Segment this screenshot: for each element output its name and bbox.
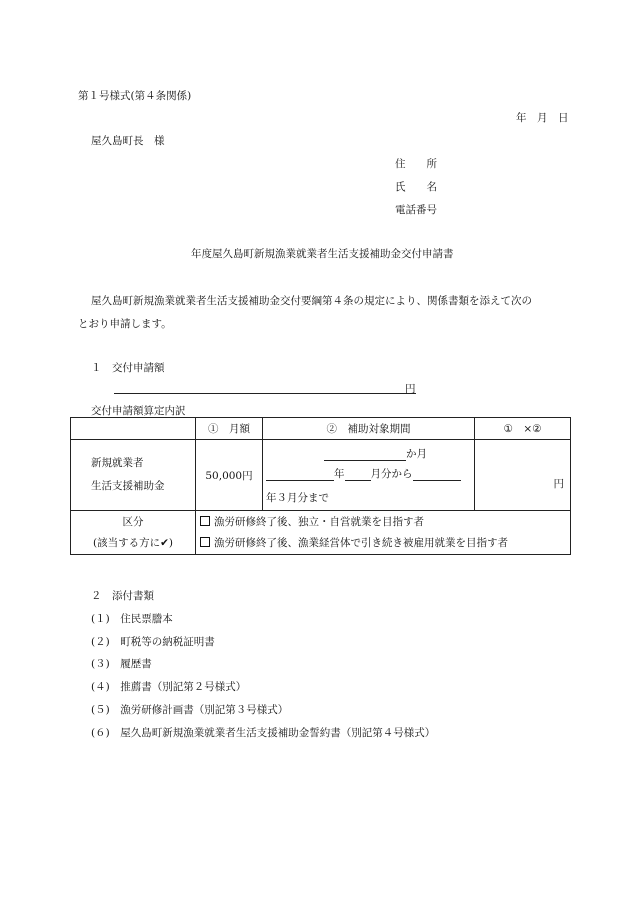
attachment-item: (５) 漁労研修計画書（別記第３号様式） [91, 704, 289, 716]
subsidy-row-label [71, 440, 196, 511]
attachment-item: (６) 屋久島町新規漁業就業者生活支援補助金誓約書（別記第４号様式） [91, 727, 436, 739]
requested-amount-yen: 円 [405, 383, 416, 395]
total-yen-unit: 円 [553, 478, 564, 490]
category-hint: (該当する方に✔) [93, 536, 173, 549]
col-period-header: ② 補助対象期間 [263, 418, 475, 440]
option-employed[interactable] [200, 533, 570, 554]
category-label-cell [71, 511, 196, 555]
attachment-item: (３) 履歴書 [91, 658, 152, 670]
option-employed-label: 漁労研修終了後、漁業経営体で引き続き被雇用就業を目指す者 [214, 536, 508, 549]
checkbox-icon[interactable] [200, 516, 210, 526]
addressee: 屋久島町長 様 [91, 135, 165, 147]
period-start-year-field[interactable] [266, 470, 334, 481]
attachment-item: (１) 住民票謄本 [91, 613, 173, 625]
form-number: 第１号様式(第４条関係) [78, 90, 192, 102]
monthly-amount: 50,000円 [196, 440, 263, 511]
address-label: 住 所 [395, 158, 437, 170]
period-start-month-field[interactable] [345, 470, 371, 481]
total-cell [475, 440, 571, 511]
body-line-1: 屋久島町新規漁業就業者生活支援補助金交付要綱第４条の規定により、関係書類を添えて次の [91, 295, 532, 307]
row-label-line-2: 生活支援補助金 [91, 480, 165, 492]
months-unit: か月 [406, 448, 427, 460]
col-monthly-header: ① 月額 [196, 418, 263, 440]
period-end-label: 年３月分まで [266, 492, 329, 504]
calculation-table [70, 417, 571, 555]
period-year-label: 年 [334, 468, 345, 480]
section-2-heading: ２ 添付書類 [91, 590, 154, 602]
col-total-header: ① ×② [475, 418, 571, 440]
months-count-field[interactable] [324, 450, 406, 461]
attachment-item: (２) 町税等の納税証明書 [91, 636, 215, 648]
requested-amount-line [114, 393, 416, 394]
calc-caption: 交付申請額算定内訳 [91, 405, 186, 417]
category-options [196, 511, 571, 555]
checkbox-icon[interactable] [200, 537, 210, 547]
phone-label: 電話番号 [395, 204, 437, 216]
table-corner [71, 418, 196, 440]
body-line-2: とおり申請します。 [78, 318, 172, 330]
row-label-line-1: 新規就業者 [91, 457, 144, 469]
period-from-label: 月分から [370, 468, 413, 480]
period-cell [263, 440, 475, 511]
name-label: 氏 名 [395, 181, 437, 193]
attachment-item: (４) 推薦書（別記第２号様式） [91, 681, 247, 693]
section-1-heading: １ 交付申請額 [91, 362, 165, 374]
date-line: 年 月 日 [516, 112, 569, 124]
option-independent-label: 漁労研修終了後、独立・自営就業を目指す者 [214, 515, 424, 528]
document-title: 年度屋久島町新規漁業就業者生活支援補助金交付申請書 [191, 248, 454, 260]
option-independent[interactable] [200, 512, 570, 533]
period-end-year-field[interactable] [413, 470, 461, 481]
category-label: 区分 [122, 515, 144, 528]
